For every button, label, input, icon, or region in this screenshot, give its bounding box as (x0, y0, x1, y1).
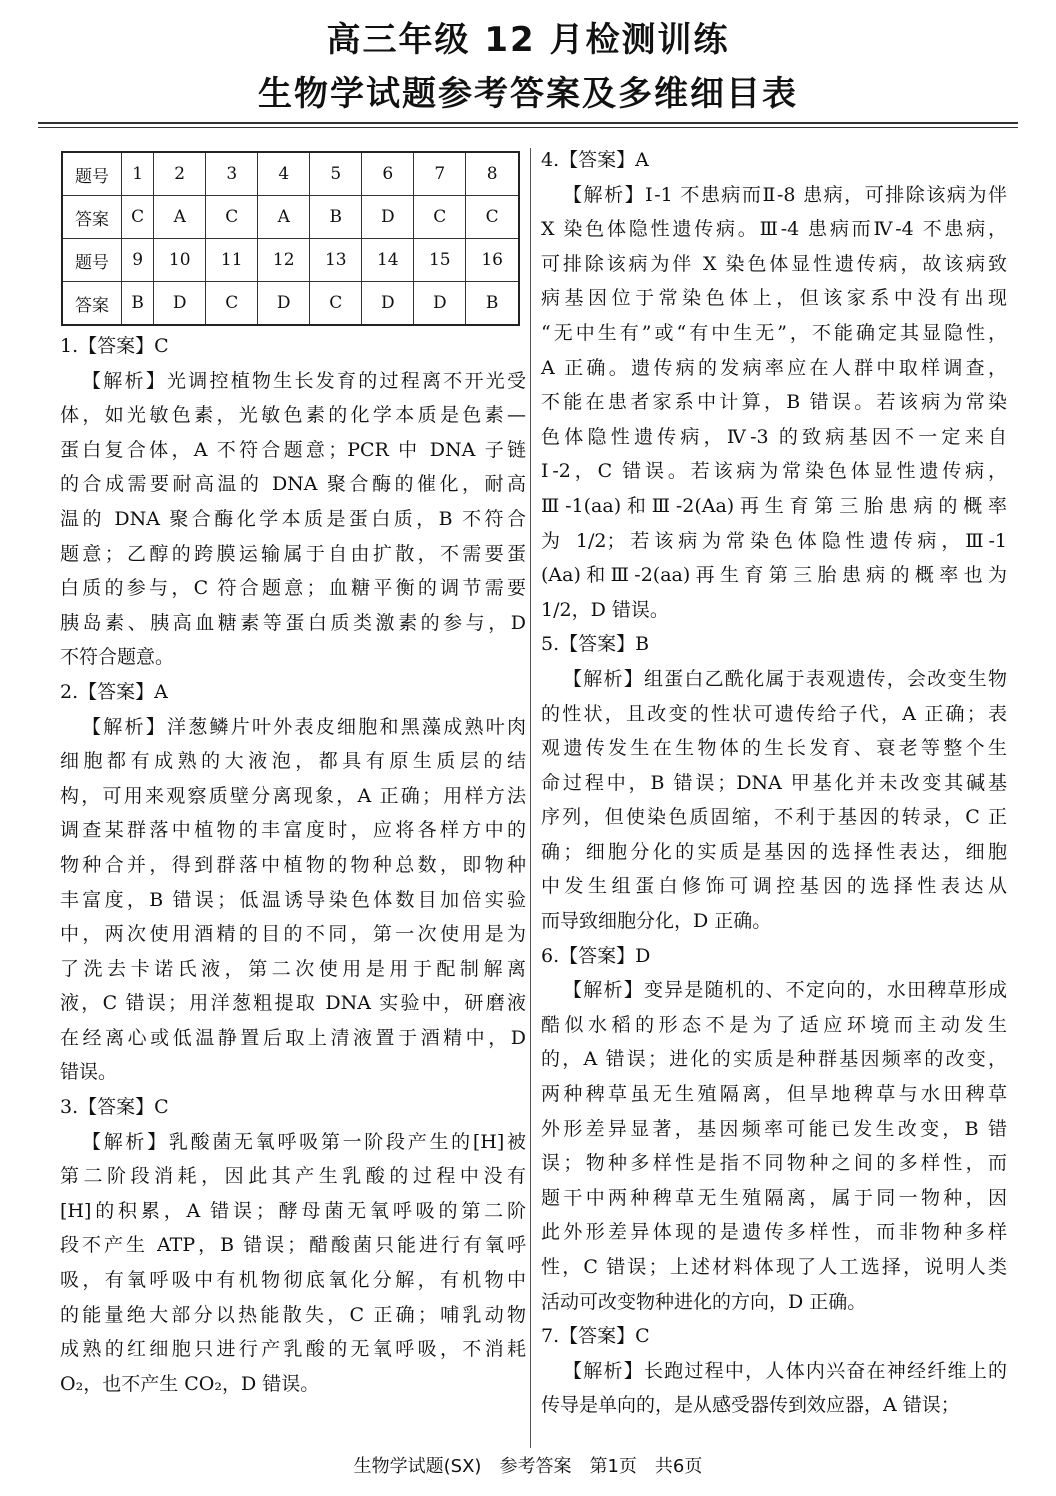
explanation-line: 序列，但使染色质固缩，不利于基因的转录，C 正 (541, 806, 1007, 829)
column-divider (530, 148, 531, 1448)
answer-table-cell: 5 (310, 152, 362, 196)
answer-table-cell: C (466, 196, 519, 239)
answer-table-cell: C (310, 282, 362, 326)
answer-table-cell: 12 (258, 239, 310, 282)
explanation-line: Ⅰ-2，C 错误。若该病为常染色体显性遗传病， (541, 460, 1007, 483)
answer-table-cell: 2 (154, 152, 206, 196)
question-answer-heading: 1.【答案】C (60, 335, 169, 357)
explanation-line: 命过程中，B 错误；DNA 甲基化并未改变其碱基 (541, 771, 1007, 794)
explanation-line: 中发生组蛋白修饰可调控基因的选择性表达从 (541, 875, 1007, 898)
answer-table-cell: B (466, 282, 519, 326)
explanation-line: 【解析】长跑过程中，人体内兴奋在神经纤维上的 (563, 1359, 1007, 1382)
explanation-line: 1/2，D 错误。 (541, 598, 669, 621)
explanation-line: 题意；乙醇的跨膜运输属于自由扩散，不需要蛋 (60, 542, 526, 565)
answer-table-cell: B (122, 282, 154, 326)
left-column (60, 329, 526, 1401)
question-answer-heading: 3.【答案】C (60, 1096, 169, 1119)
explanation-line: 中，两次使用酒精的目的不同，第一次使用是为 (60, 923, 526, 946)
explanation-line: 观遗传发生在生物体的生长发育、衰老等整个生 (541, 737, 1007, 760)
explanation-line: 为 1/2；若该病为常染色体隐性遗传病，Ⅲ-1 (541, 529, 1007, 552)
explanation-line: 液，C 错误；用洋葱粗提取 DNA 实验中，研磨液 (60, 992, 526, 1015)
page-title: 高三年级 12 月检测训练 (326, 20, 730, 60)
explanation-line: 活动可改变物种进化的方向，D 正确。 (541, 1290, 867, 1313)
explanation-line: 外形差异显著，基因频率可能已发生改变，B 错 (541, 1117, 1007, 1140)
question-answer-heading: 7.【答案】C (541, 1325, 650, 1348)
explanation-line: 性，C 错误；上述材料体现了人工选择，说明人类 (541, 1256, 1007, 1278)
explanation-line: “无中生有”或“有中生无”，不能确定其显隐性， (541, 321, 1007, 344)
question-answer-heading: 5.【答案】B (541, 633, 650, 656)
answer-table-cell: 15 (414, 239, 466, 282)
explanation-line: 【解析】洋葱鳞片叶外表皮细胞和黑藻成熟叶肉 (82, 715, 526, 738)
page-footer: 生物学试题(SX) 参考答案 第1页 共6页 (353, 1456, 703, 1477)
explanation-line: (Aa)和Ⅲ-2(aa)再生育第三胎患病的概率也为 (541, 564, 1007, 587)
answer-table-cell: 7 (414, 152, 466, 196)
explanation-line: 确；细胞分化的实质是基因的选择性表达，细胞 (541, 840, 1007, 863)
explanation-line: O₂，也不产生 CO₂，D 错误。 (60, 1372, 320, 1395)
explanation-line: 细胞都有成熟的大液泡，都具有原生质层的结 (60, 750, 526, 773)
explanation-line: 错误。 (60, 1061, 118, 1084)
answer-table-row (62, 152, 519, 196)
explanation-line: 不符合题意。 (60, 646, 175, 669)
answer-table-cell: 11 (206, 239, 258, 282)
explanation-line: 而导致细胞分化，D 正确。 (541, 910, 772, 933)
right-column (541, 143, 1007, 1423)
explanation-line: 丰富度，B 错误；低温诱导染色体数目加倍实验 (60, 888, 526, 911)
explanation-line: 传导是单向的，是从感受器传到效应器，A 错误； (541, 1394, 960, 1417)
explanation-line: 误；物种多样性是指不同物种之间的多样性，而 (541, 1152, 1007, 1175)
answer-table-cell: D (154, 282, 206, 326)
answer-table-cell: D (414, 282, 466, 326)
explanation-line: 在经离心或低温静置后取上清液置于酒精中，D (60, 1026, 526, 1049)
explanation-line: 成熟的红细胞只进行产乳酸的无氧呼吸，不消耗 (60, 1338, 526, 1361)
answer-table-cell: C (122, 196, 154, 239)
explanation-line: 物种合并，得到群落中植物的物种总数，即物种 (60, 853, 526, 876)
answer-table-cell: A (258, 196, 310, 239)
explanation-line: 酷似水稻的形态不是为了适应环境而主动发生 (541, 1013, 1007, 1036)
answer-table-header-cell: 题号 (62, 239, 122, 282)
explanation-line: 蛋白复合体，A 不符合题意；PCR 中 DNA 子链 (60, 438, 526, 461)
explanation-line: 【解析】乳酸菌无氧呼吸第一阶段产生的[H]被 (82, 1130, 526, 1153)
question-answer-heading: 6.【答案】D (541, 944, 651, 967)
header-rule-bottom (38, 127, 1018, 128)
answer-table-cell: D (362, 282, 414, 326)
answer-table-row (62, 196, 519, 239)
answer-table-cell: 4 (258, 152, 310, 196)
answer-table-cell: 16 (466, 239, 519, 282)
explanation-line: Ⅲ-1(aa)和Ⅲ-2(Aa)再生育第三胎患病的概率 (541, 494, 1007, 517)
explanation-line: 温的 DNA 聚合酶化学本质是蛋白质，B 不符合 (60, 507, 526, 530)
answer-table-cell: 10 (154, 239, 206, 282)
answer-table-cell: 14 (362, 239, 414, 282)
explanation-line: A 正确。遗传病的发病率应在人群中取样调查， (541, 356, 1007, 379)
explanation-line: 【解析】变异是随机的、不定向的，水田稗草形成 (563, 979, 1007, 1002)
explanation-line: 不能在患者家系中计算，B 错误。若该病为常染 (541, 391, 1007, 414)
explanation-line: 病基因位于常染色体上，但该家系中没有出现 (541, 287, 1007, 310)
answer-table-cell: B (310, 196, 362, 239)
answer-table-cell: 8 (466, 152, 519, 196)
answer-table (61, 151, 520, 326)
explanation-line: 胰岛素、胰高血糖素等蛋白质类激素的参与，D (60, 611, 526, 634)
explanation-line: 白质的参与，C 符合题意；血糖平衡的调节需要 (60, 577, 526, 600)
explanation-line: 两种稗草虽无生殖隔离，但旱地稗草与水田稗草 (541, 1083, 1007, 1106)
answer-table-header-cell: 答案 (62, 196, 122, 239)
question-answer-heading: 4.【答案】A (541, 149, 649, 171)
explanation-line: 段不产生 ATP，B 错误；醋酸菌只能进行有氧呼 (60, 1234, 526, 1257)
answer-table-cell: 1 (122, 152, 154, 196)
explanation-line: 可排除该病为伴 X 染色体显性遗传病，故该病致 (541, 252, 1007, 275)
page-subtitle: 生物学试题参考答案及多维细目表 (258, 74, 798, 114)
header-rule-top (38, 122, 1018, 124)
answer-table-cell: 6 (362, 152, 414, 196)
answer-table-header-cell: 题号 (62, 152, 122, 196)
answer-table-cell: 13 (310, 239, 362, 282)
answer-table-row (62, 239, 519, 282)
explanation-line: 吸，有氧呼吸中有机物彻底氧化分解，有机物中 (60, 1269, 526, 1292)
explanation-line: 的，A 错误；进化的实质是种群基因频率的改变， (541, 1048, 1007, 1071)
question-answer-heading: 2.【答案】A (60, 680, 168, 703)
explanation-line: 的能量绝大部分以热能散失，C 正确；哺乳动物 (60, 1303, 526, 1326)
explanation-line: 了洗去卡诺氏液，第二次使用是用于配制解离 (60, 957, 526, 980)
answer-table-cell: C (206, 196, 258, 239)
explanation-line: 【解析】组蛋白乙酰化属于表观遗传，会改变生物 (563, 667, 1007, 690)
explanation-line: X 染色体隐性遗传病。Ⅲ-4 患病而Ⅳ-4 不患病， (541, 218, 1007, 241)
answer-table-cell: 3 (206, 152, 258, 196)
answer-table-header-cell: 答案 (62, 282, 122, 326)
answer-table-cell: D (258, 282, 310, 326)
explanation-line: 的合成需要耐高温的 DNA 聚合酶的催化，耐高 (60, 473, 526, 496)
answer-table-cell: C (414, 196, 466, 239)
explanation-line: 体，如光敏色素，光敏色素的化学本质是色素— (60, 404, 526, 427)
explanation-line: 第二阶段消耗，因此其产生乳酸的过程中没有 (60, 1165, 526, 1188)
answer-table-cell: A (154, 196, 206, 239)
explanation-line: 【解析】光调控植物生长发育的过程离不开光受 (82, 369, 526, 392)
explanation-line: 此外形差异体现的是遗传多样性，而非物种多样 (541, 1221, 1007, 1244)
explanation-line: 的性状，且改变的性状可遗传给子代，A 正确；表 (541, 702, 1007, 725)
answer-table-cell: D (362, 196, 414, 239)
explanation-line: 【解析】Ⅰ-1 不患病而Ⅱ-8 患病，可排除该病为伴 (563, 183, 1007, 206)
explanation-line: 题干中两种稗草无生殖隔离，属于同一物种，因 (541, 1186, 1007, 1209)
answer-table-cell: C (206, 282, 258, 326)
explanation-line: [H]的积累，A 错误；酵母菌无氧呼吸的第二阶 (60, 1199, 526, 1222)
explanation-line: 构，可用来观察质壁分离现象，A 正确；用样方法 (60, 784, 526, 807)
answer-table-cell: 9 (122, 239, 154, 282)
answer-table-row (62, 282, 519, 326)
explanation-line: 调查某群落中植物的丰富度时，应将各样方中的 (60, 819, 526, 842)
explanation-line: 色体隐性遗传病，Ⅳ-3 的致病基因不一定来自 (541, 425, 1007, 448)
